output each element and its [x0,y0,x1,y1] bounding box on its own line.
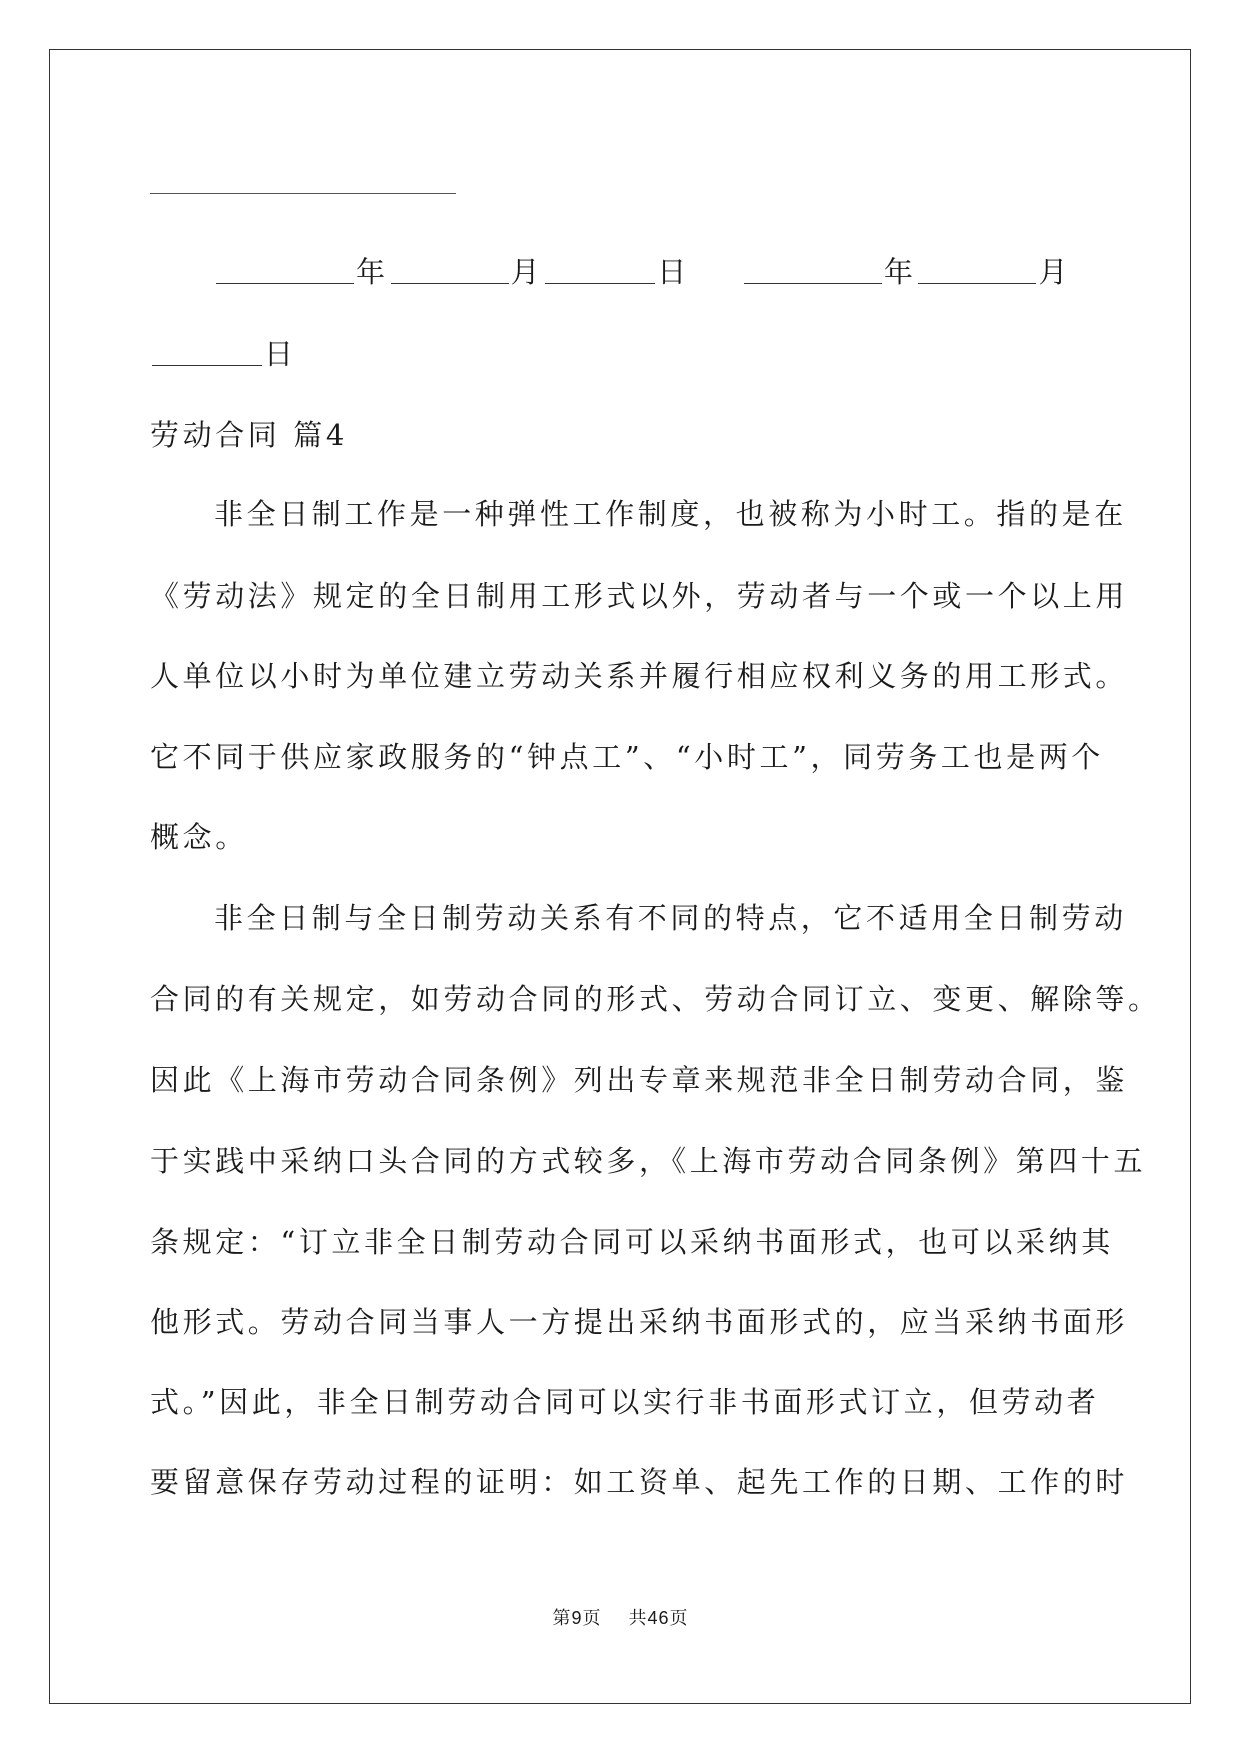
footer-total-pages: 46 [647,1608,670,1628]
paragraph-2-line-4: 于实践中采纳口头合同的方式较多，《上海市劳动合同条例》第四十五 [150,1144,1147,1178]
footer-page-number: 9 [571,1608,583,1628]
paragraph-2-line-6: 他形式。劳动合同当事人一方提出采纳书面形式的，应当采纳书面形 [150,1305,1129,1339]
month-blank-right [918,253,1036,284]
footer-total-suffix: 页 [669,1608,689,1629]
section-title: 劳动合同 篇4 [150,418,348,452]
year-label-left: 年 [356,255,389,289]
year-blank-left [216,253,354,284]
day-blank-left [545,253,655,284]
month-label-right: 月 [1038,255,1072,289]
day-blank-right [152,335,262,366]
paragraph-2-line-1: 非全日制与全日制劳动关系有不同的特点，它不适用全日制劳动 [214,901,1127,935]
year-blank-right [744,253,882,284]
day-label-left: 日 [657,255,690,289]
paragraph-2-line-8: 要留意保存劳动过程的证明：如工资单、起先工作的日期、工作的时 [150,1465,1129,1499]
month-label-left: 月 [510,255,544,289]
paragraph-2-line-5: 条规定：“订立非全日制劳动合同可以采纳书面形式，也可以采纳其 [150,1225,1114,1259]
footer-total-prefix: 共 [628,1608,648,1629]
paragraph-1-line-4: 它不同于供应家政服务的“钟点工”、“小时工”，同劳务工也是两个 [150,740,1104,774]
signature-blank-line [150,193,456,194]
date-row-1 [214,252,1071,292]
paragraph-2-line-7: 式。”因此，非全日制劳动合同可以实行非书面形式订立，但劳动者 [150,1385,1100,1419]
page-border [49,49,1191,1704]
page-footer [0,1604,1241,1630]
year-label-right: 年 [883,255,917,289]
paragraph-1-line-5: 概念。 [150,820,248,854]
paragraph-2-line-2: 合同的有关规定，如劳动合同的形式、劳动合同订立、变更、解除等。 [150,982,1161,1016]
footer-page-prefix: 第 [552,1608,572,1629]
day-label-right: 日 [264,337,297,371]
paragraph-1-line-1: 非全日制工作是一种弹性工作制度，也被称为小时工。指的是在 [214,497,1127,531]
paragraph-1-line-3: 人单位以小时为单位建立劳动关系并履行相应权利义务的用工形式。 [150,659,1129,693]
paragraph-1-line-2: 《劳动法》规定的全日制用工形式以外，劳动者与一个或一个以上用 [150,579,1129,613]
paragraph-2-line-3: 因此《上海市劳动合同条例》列出专章来规范非全日制劳动合同，鉴 [150,1063,1129,1097]
footer-page-suffix: 页 [582,1608,602,1629]
month-blank-left [391,253,509,284]
date-row-2 [150,334,297,374]
